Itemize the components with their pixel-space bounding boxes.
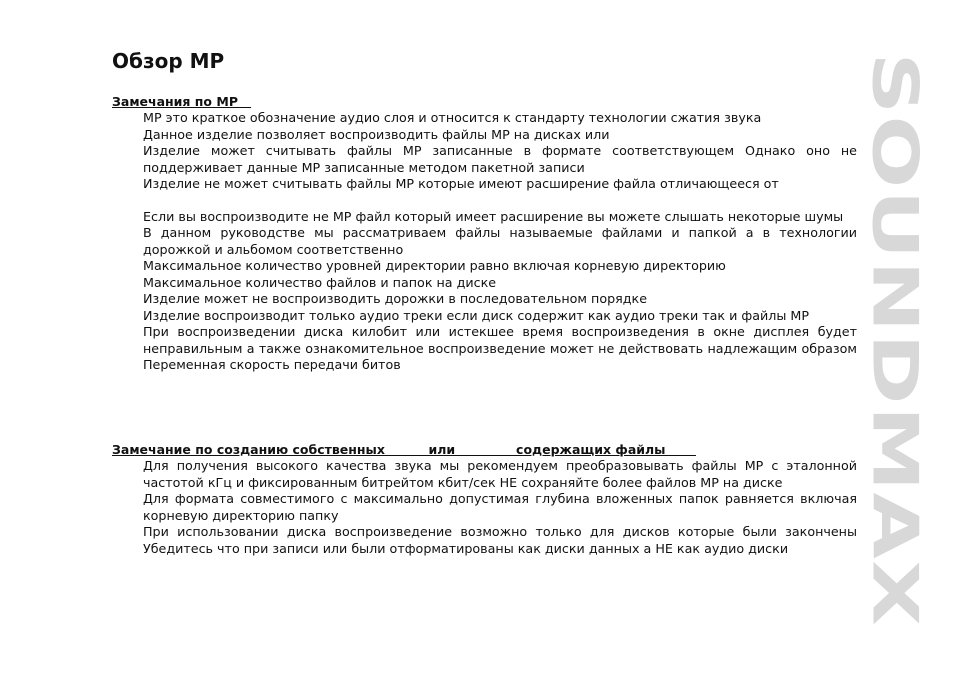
section-mp-notes <box>112 94 857 374</box>
list-item: Изделие воспроизводит только аудио треки если диск содержит как аудио треки так и файлы MP <box>143 307 810 323</box>
list-item: MP это краткое обозначение аудио слоя и относится к стандарту технологии сжатия звука <box>143 110 762 125</box>
list-item: Изделие может считывать файлы MP записанные в формате соответствующем Однако оно не поддерживает данные MP записанные методом пакетной записи <box>143 143 857 175</box>
notes-list <box>112 110 857 374</box>
page-title: Обзор MP <box>112 49 225 73</box>
list-item: В данном руководстве мы рассматриваем файлы называемые файлами и папкой а в технологии дорожкой и альбомом соответственно <box>143 225 857 257</box>
list-item: Максимальное количество уровней директории равно включая корневую директорию <box>143 258 726 273</box>
list-item: Для формата совместимого с максимально допустимая глубина вложенных папок равняется включая корневую директорию папку <box>143 491 857 523</box>
notes-list <box>112 458 857 557</box>
list-item: Изделие не может считывать файлы MP которые имеют расширение файла отличающееся от <box>143 176 779 191</box>
list-item: Если вы воспроизводите не MP файл который имеет расширение вы можете слышать некоторые шумы <box>143 208 844 224</box>
list-item: Данное изделие позволяет воспроизводить файлы MP на дисках или <box>143 126 610 142</box>
list-item: При использовании диска воспроизведение возможно только для дисков которые были закончены Убедитесь что при записи или были отформатированы как диски данных а НЕ как аудио диски <box>143 524 857 556</box>
section-heading: Замечания по MP <box>112 94 252 109</box>
list-item: Максимальное количество файлов и папок на диске <box>143 274 497 290</box>
section-heading: Замечание по созданию собственных или содержащих файлы <box>112 442 696 457</box>
brand-logo <box>858 50 932 630</box>
list-item: Изделие может не воспроизводить дорожки в последовательном порядке <box>143 291 648 306</box>
list-item: Для получения высокого качества звука мы рекомендуем преобразовывать файлы MP с эталонной частотой кГц и фиксированным битрейтом кбит/сек НЕ сохраняйте более файлов MP на диске <box>143 458 857 490</box>
list-item: При воспроизведении диска килобит или истекшее время воспроизведения в окне дисплея будет неправильным а также ознакомительное воспроизведение может не действовать надлежащим образом Переменная скорость передачи битов <box>143 324 857 372</box>
section-disc-creation-notes <box>112 442 857 557</box>
brand-wordmark: SOUNDMAX <box>858 52 932 470</box>
